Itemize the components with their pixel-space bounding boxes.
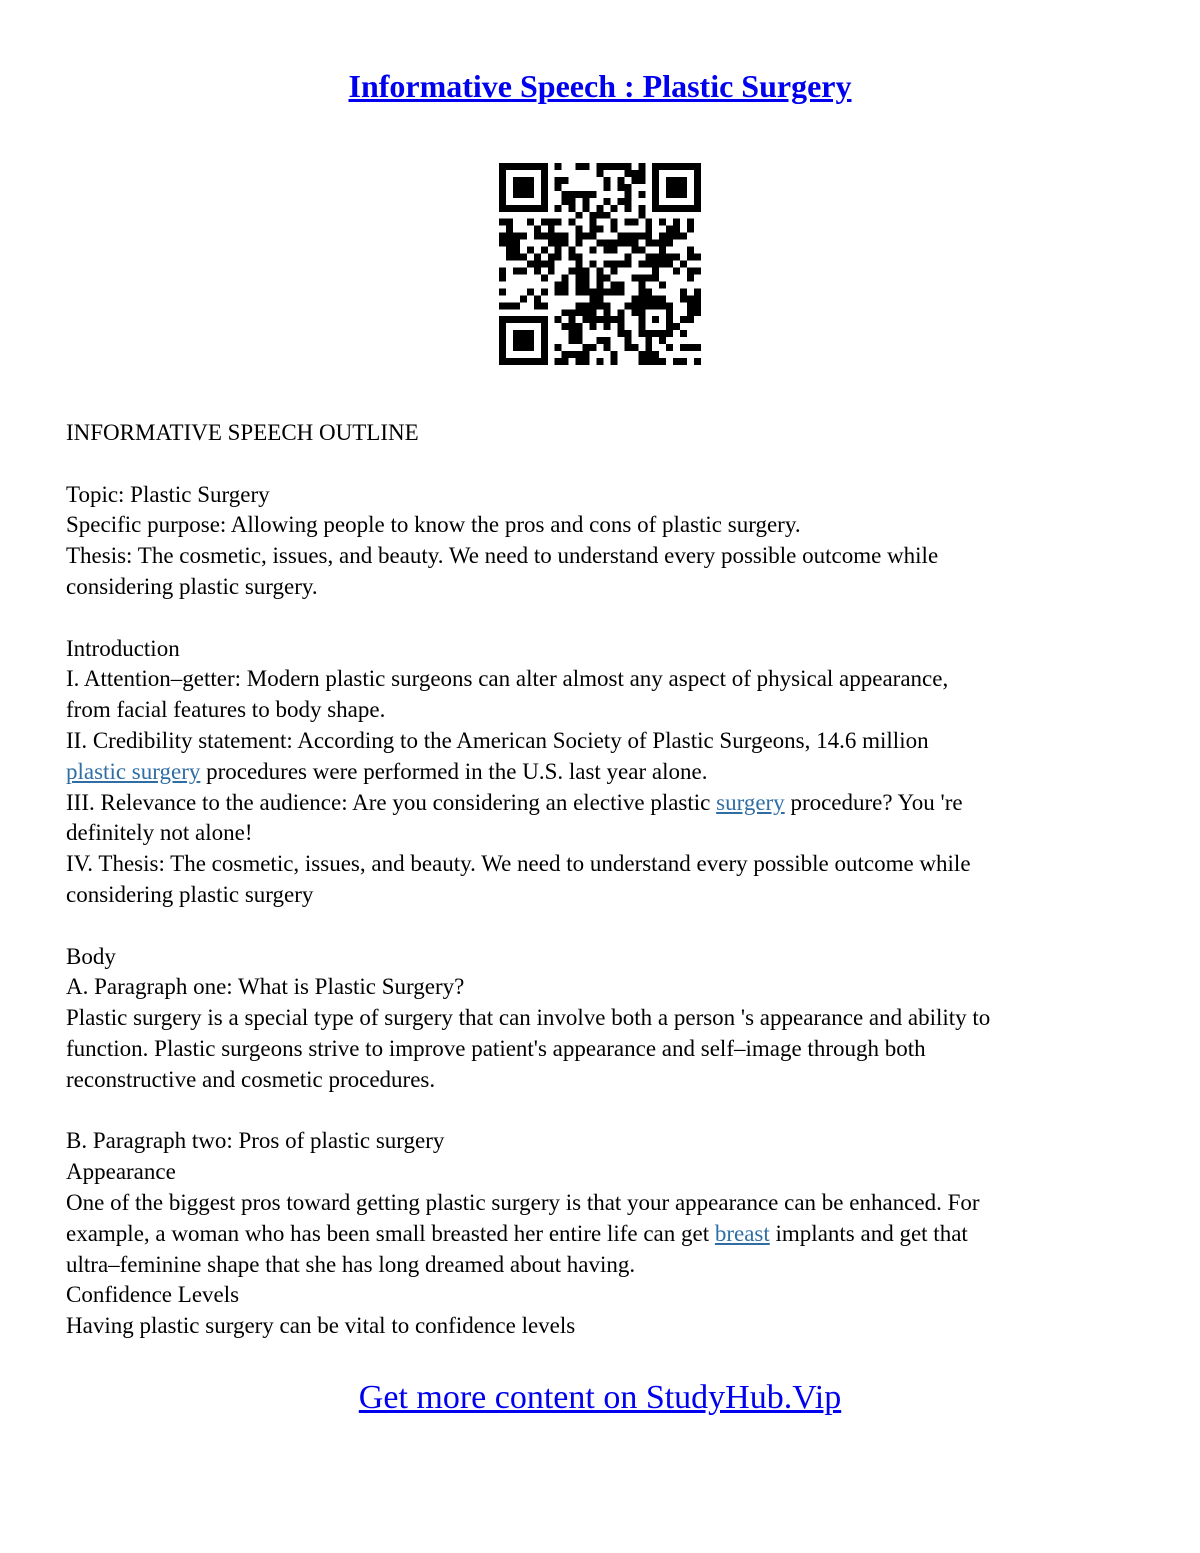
thesis-iv-line-continued: considering plastic surgery: [66, 881, 314, 907]
appearance-line: [66, 1219, 1146, 1250]
bullet-confidence: [66, 1280, 1146, 1311]
confidence-line: Having plastic surgery can be vital to confidence levels: [66, 1313, 576, 1339]
spacer: [66, 1096, 1146, 1127]
relevance-text-end: procedure? You 're: [784, 789, 963, 815]
topic-line: Topic: Plastic Surgery: [66, 481, 270, 507]
credibility-line-continued: [66, 757, 1146, 788]
appearance-line: ultra–feminine shape that she has long dreamed about having.: [66, 1251, 636, 1277]
paragraph-one-heading: A. Paragraph one: What is Plastic Surgery?: [66, 974, 465, 1000]
qr-code-image: [499, 163, 701, 365]
outline-heading: INFORMATIVE SPEECH OUTLINE: [66, 420, 419, 445]
introduction-heading: Introduction: [66, 635, 180, 661]
paragraph-one-line: Plastic surgery is a special type of surgery that can involve both a person 's appearance and ability to: [66, 1005, 991, 1031]
paragraph-one-line: function. Plastic surgeons strive to improve patient's appearance and self–image through both: [66, 1035, 926, 1061]
thesis-iv-line: IV. Thesis: The cosmetic, issues, and beauty. We need to understand every possible outcome while: [66, 851, 971, 877]
appearance-text-end: implants and get that: [769, 1220, 968, 1246]
outline-content: [66, 418, 1146, 1342]
appearance-text: example, a woman who has been small breasted her entire life can get: [66, 1220, 715, 1246]
thesis-line: Thesis: The cosmetic, issues, and beauty. We need to understand every possible outcome while: [66, 543, 939, 569]
studyhub-link[interactable]: Get more content on StudyHub.Vip: [358, 1379, 842, 1416]
bullet-label: Appearance: [66, 1159, 176, 1185]
bullet-label: Confidence Levels: [66, 1282, 240, 1308]
specific-purpose-line: Specific purpose: Allowing people to know the pros and cons of plastic surgery.: [66, 512, 801, 538]
credibility-text: procedures were performed in the U.S. last year alone.: [200, 758, 708, 784]
plastic-surgery-link[interactable]: plastic surgery: [66, 758, 201, 784]
bullet-appearance: [66, 1157, 1146, 1188]
attention-getter-line-continued: from facial features to body shape.: [66, 697, 386, 723]
spacer: [66, 911, 1146, 942]
thesis-line-continued: considering plastic surgery.: [66, 573, 318, 599]
document-title: [0, 66, 1200, 106]
breast-link[interactable]: breast: [714, 1220, 770, 1246]
paragraph-two-heading: B. Paragraph two: Pros of plastic surgery: [66, 1128, 445, 1154]
relevance-line-continued: definitely not alone!: [66, 820, 253, 846]
footer: [0, 1376, 1200, 1420]
appearance-line: One of the biggest pros toward getting plastic surgery is that your appearance can be enhanced. For: [66, 1189, 980, 1215]
paragraph-one-line: reconstructive and cosmetic procedures.: [66, 1066, 436, 1092]
body-heading: Body: [66, 943, 116, 969]
surgery-link[interactable]: surgery: [716, 789, 785, 815]
title-link[interactable]: Informative Speech : Plastic Surgery: [348, 68, 852, 104]
attention-getter-line: I. Attention–getter: Modern plastic surgeons can alter almost any aspect of physical appearance,: [66, 666, 949, 692]
spacer: [66, 603, 1146, 634]
credibility-line: II. Credibility statement: According to the American Society of Plastic Surgeons, 14.6 million: [66, 727, 929, 753]
relevance-text: III. Relevance to the audience: Are you considering an elective plastic: [66, 789, 717, 815]
spacer: [66, 449, 1146, 480]
relevance-line: [66, 788, 1146, 819]
